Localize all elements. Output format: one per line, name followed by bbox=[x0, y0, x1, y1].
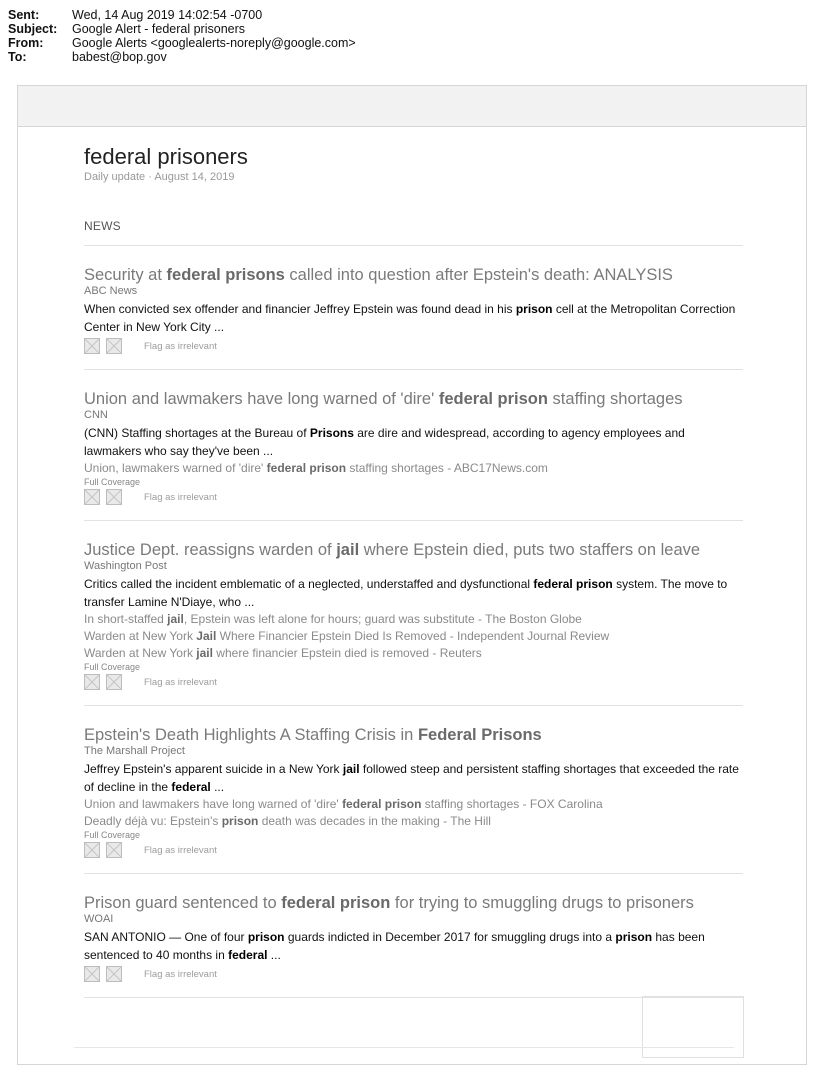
article-source: Washington Post bbox=[84, 560, 167, 572]
text-segment: for trying to smuggling drugs to prisoners bbox=[390, 894, 694, 912]
article-actions bbox=[84, 673, 743, 691]
related-article-link[interactable] bbox=[84, 813, 743, 830]
news-article bbox=[84, 874, 743, 998]
share-icon[interactable] bbox=[106, 966, 122, 982]
text-segment: are dire and widespread, according to agency employees and lawmakers who say they've been ... bbox=[84, 426, 685, 458]
text-segment: where Epstein died, puts two staffers on leave bbox=[359, 541, 701, 559]
text-segment: Union and lawmakers have long warned of 'dire' bbox=[84, 390, 439, 408]
from-label: From: bbox=[8, 36, 44, 50]
article-title-link[interactable] bbox=[84, 390, 743, 409]
keyword-highlight: federal bbox=[228, 948, 268, 962]
subject-row bbox=[8, 22, 356, 36]
text-segment: In short-staffed bbox=[84, 612, 168, 626]
keyword-highlight: federal prison bbox=[438, 390, 548, 408]
keyword-highlight: federal prisons bbox=[166, 266, 285, 284]
subject-value: Google Alert - federal prisoners bbox=[72, 22, 246, 36]
keyword-highlight: prison bbox=[247, 930, 285, 944]
text-segment: Prison guard sentenced to bbox=[84, 894, 282, 912]
text-segment: followed steep and persistent staffing shortages that exceeded the rate of decline in the bbox=[84, 762, 739, 794]
related-article-link[interactable] bbox=[84, 645, 743, 662]
text-segment: Justice Dept. reassigns warden of bbox=[84, 541, 337, 559]
related-article-link[interactable] bbox=[84, 796, 743, 813]
full-coverage-link[interactable]: Full Coverage bbox=[84, 477, 141, 487]
flag-irrelevant-link[interactable]: Flag as irrelevant bbox=[144, 676, 217, 688]
text-segment: system. The move to transfer Lamine N'Diaye, who ... bbox=[84, 577, 728, 609]
text-segment: where financier Epstein died is removed - Reuters bbox=[212, 646, 482, 660]
text-segment: staffing shortages - ABC17News.com bbox=[346, 461, 548, 475]
full-coverage-link[interactable]: Full Coverage bbox=[84, 830, 141, 840]
share-icon[interactable] bbox=[84, 966, 100, 982]
text-segment: ... bbox=[210, 780, 225, 794]
article-actions bbox=[84, 337, 743, 355]
article-actions bbox=[84, 488, 743, 506]
keyword-highlight: federal prison bbox=[281, 894, 391, 912]
news-article bbox=[84, 521, 743, 706]
article-source: The Marshall Project bbox=[84, 745, 185, 757]
section-heading-news: NEWS bbox=[84, 219, 743, 246]
alert-content bbox=[84, 144, 743, 998]
text-segment: ... bbox=[267, 948, 281, 962]
keyword-highlight: federal prison bbox=[342, 797, 422, 811]
text-segment: Deadly déjà vu: Epstein's bbox=[84, 814, 222, 828]
text-segment: Warden at New York bbox=[84, 646, 197, 660]
article-source: CNN bbox=[84, 409, 108, 421]
news-article bbox=[84, 706, 743, 874]
flag-irrelevant-link[interactable]: Flag as irrelevant bbox=[144, 491, 217, 503]
share-icon[interactable] bbox=[106, 489, 122, 505]
sent-value: Wed, 14 Aug 2019 14:02:54 -0700 bbox=[72, 8, 263, 22]
text-segment: Warden at New York bbox=[84, 629, 197, 643]
text-segment: staffing shortages - FOX Carolina bbox=[421, 797, 603, 811]
share-icon[interactable] bbox=[84, 489, 100, 505]
article-title-link[interactable] bbox=[84, 894, 743, 913]
article-title-link[interactable] bbox=[84, 266, 743, 285]
related-article-link[interactable] bbox=[84, 460, 743, 477]
article-snippet bbox=[84, 760, 743, 796]
keyword-highlight: federal prison bbox=[533, 577, 613, 591]
text-segment: guards indicted in December 2017 for smuggling drugs into a bbox=[284, 930, 616, 944]
text-segment: called into question after Epstein's death: ANALYSIS bbox=[284, 266, 673, 284]
news-article bbox=[84, 246, 743, 370]
sent-label: Sent: bbox=[8, 8, 40, 22]
related-article-link[interactable] bbox=[84, 611, 743, 628]
text-segment: Security at bbox=[84, 266, 167, 284]
text-segment: death was decades in the making - The Hill bbox=[258, 814, 491, 828]
footer-box bbox=[642, 996, 744, 1058]
text-segment: , Epstein was left alone for hours; guard was substitute - The Boston Globe bbox=[183, 612, 582, 626]
keyword-highlight: jail bbox=[167, 612, 184, 626]
text-segment: (CNN) Staffing shortages at the Bureau of bbox=[84, 426, 310, 440]
article-actions bbox=[84, 841, 743, 859]
keyword-highlight: jail bbox=[336, 541, 360, 559]
alert-banner bbox=[18, 86, 806, 127]
article-snippet bbox=[84, 300, 743, 336]
related-article-link[interactable] bbox=[84, 628, 743, 645]
full-coverage-link[interactable]: Full Coverage bbox=[84, 662, 141, 672]
text-segment: Jeffrey Epstein's apparent suicide in a New York bbox=[84, 762, 343, 776]
email-header bbox=[8, 8, 356, 64]
keyword-highlight: federal prison bbox=[266, 461, 347, 475]
alert-subtitle: Daily update · August 14, 2019 bbox=[84, 171, 235, 183]
article-title-link[interactable] bbox=[84, 541, 743, 560]
share-icon[interactable] bbox=[106, 842, 122, 858]
footer-divider bbox=[74, 1047, 734, 1048]
keyword-highlight: Prisons bbox=[309, 426, 354, 440]
to-value: babest@bop.gov bbox=[72, 50, 167, 64]
keyword-highlight: Jail bbox=[196, 629, 217, 643]
keyword-highlight: jail bbox=[196, 646, 213, 660]
to-row bbox=[8, 50, 356, 64]
keyword-highlight: jail bbox=[342, 762, 360, 776]
text-segment: Critics called the incident emblematic of a neglected, understaffed and dysfunctional bbox=[84, 577, 534, 591]
sent-row bbox=[8, 8, 356, 22]
article-actions bbox=[84, 965, 743, 983]
from-value: Google Alerts <googlealerts-noreply@google.com> bbox=[72, 36, 356, 50]
text-segment: Union, lawmakers warned of 'dire' bbox=[84, 461, 267, 475]
alert-card bbox=[17, 85, 807, 1065]
text-segment: cell at the Metropolitan Correction Center in New York City ... bbox=[84, 302, 736, 334]
text-segment: Epstein's Death Highlights A Staffing Crisis in bbox=[84, 726, 418, 744]
text-segment: has been sentenced to 40 months in bbox=[84, 930, 705, 962]
article-list bbox=[84, 246, 743, 998]
text-segment: Union and lawmakers have long warned of 'dire' bbox=[84, 797, 343, 811]
share-icon[interactable] bbox=[106, 338, 122, 354]
alert-title: federal prisoners bbox=[84, 144, 248, 169]
subject-label: Subject: bbox=[8, 22, 58, 36]
article-source: WOAI bbox=[84, 913, 114, 925]
share-icon[interactable] bbox=[84, 842, 100, 858]
from-row bbox=[8, 36, 356, 50]
article-snippet bbox=[84, 424, 743, 460]
text-segment: staffing shortages bbox=[547, 390, 683, 408]
keyword-highlight: federal bbox=[171, 780, 211, 794]
flag-irrelevant-link[interactable]: Flag as irrelevant bbox=[144, 340, 217, 352]
keyword-highlight: prison bbox=[615, 930, 653, 944]
text-segment: When convicted sex offender and financier Jeffrey Epstein was found dead in his bbox=[84, 302, 516, 316]
keyword-highlight: prison bbox=[515, 302, 553, 316]
to-label: To: bbox=[8, 50, 27, 64]
text-segment: Where Financier Epstein Died Is Removed - Independent Journal Review bbox=[216, 629, 610, 643]
article-source: ABC News bbox=[84, 285, 138, 297]
article-snippet bbox=[84, 575, 743, 611]
article-snippet bbox=[84, 928, 743, 964]
share-icon[interactable] bbox=[84, 674, 100, 690]
news-article bbox=[84, 370, 743, 521]
keyword-highlight: prison bbox=[221, 814, 259, 828]
text-segment: SAN ANTONIO — One of four bbox=[84, 930, 248, 944]
article-title-link[interactable] bbox=[84, 726, 743, 745]
keyword-highlight: Federal Prisons bbox=[417, 726, 542, 744]
flag-irrelevant-link[interactable]: Flag as irrelevant bbox=[144, 844, 217, 856]
flag-irrelevant-link[interactable]: Flag as irrelevant bbox=[144, 968, 217, 980]
share-icon[interactable] bbox=[84, 338, 100, 354]
share-icon[interactable] bbox=[106, 674, 122, 690]
